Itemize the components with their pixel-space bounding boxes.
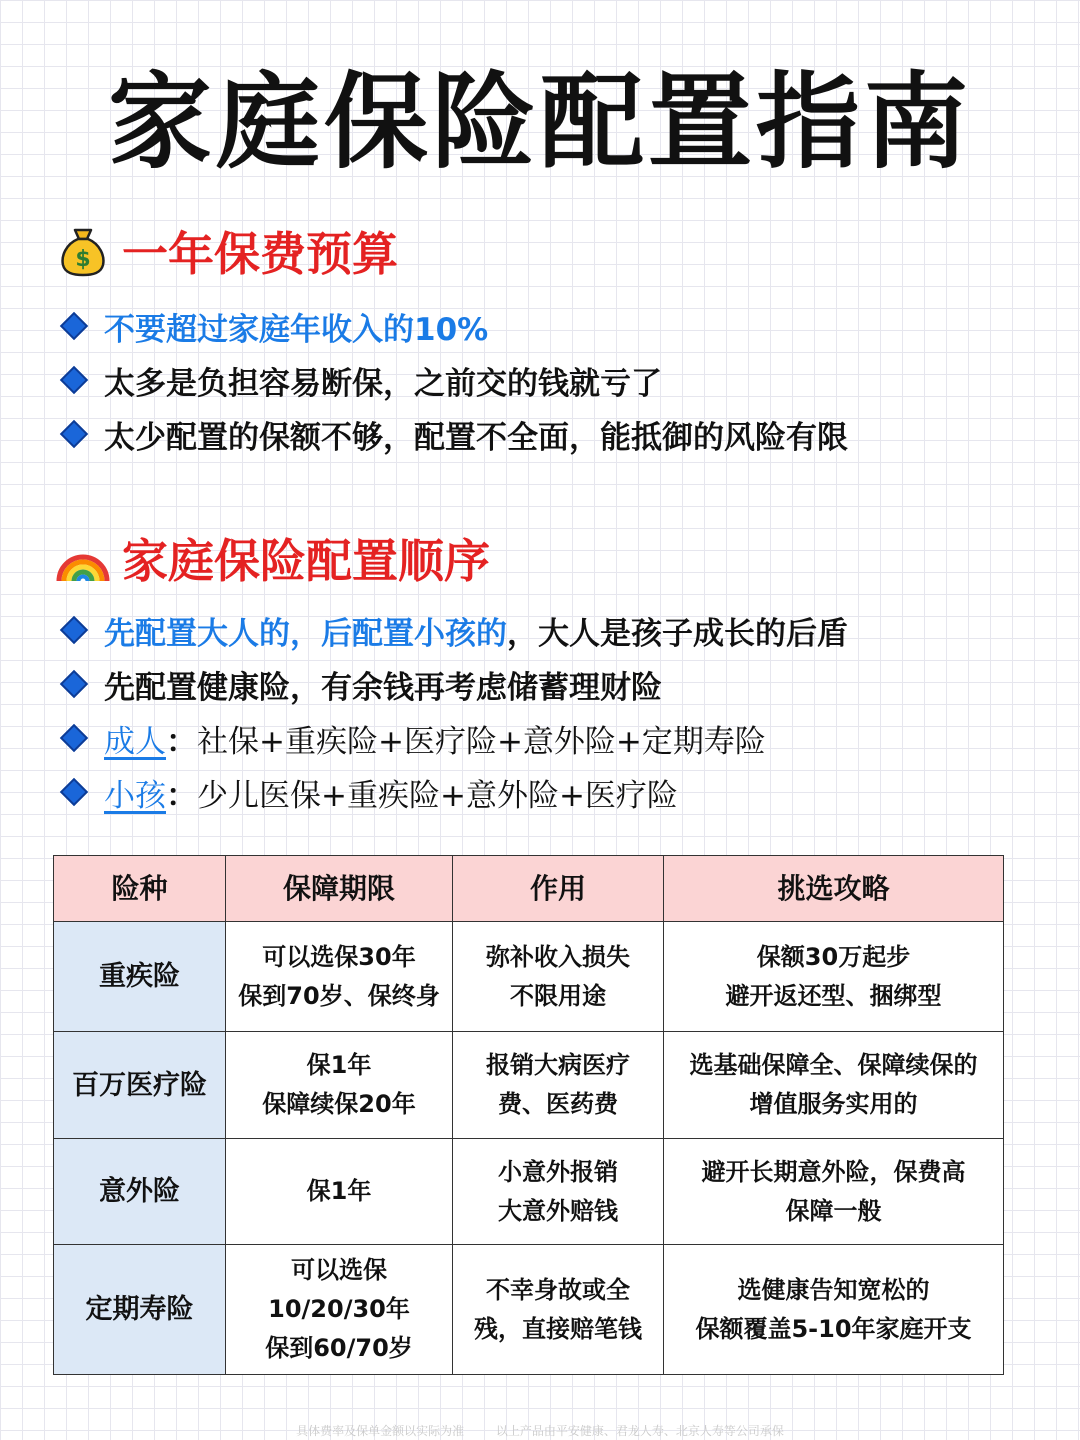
bullet-text: 先配置健康险，有余钱再考虑储蓄理财险 — [104, 669, 662, 706]
cell-line: 增值服务实用的 — [749, 1090, 918, 1118]
table-cell — [664, 922, 1004, 1032]
table-cell — [453, 1245, 664, 1375]
cell-line: 保额覆盖5-10年家庭开支 — [695, 1314, 972, 1343]
cell-line: 可以选保30年 — [262, 942, 416, 971]
diamond-bullet-icon — [60, 670, 88, 698]
order-bullet-list — [58, 603, 848, 819]
table-cell — [664, 1139, 1004, 1245]
table-row — [54, 1139, 1004, 1245]
separator: ： — [166, 723, 197, 760]
footer-note: 具体费率及保单金额以实际为准 — [296, 1424, 465, 1438]
budget-bullet-list — [58, 299, 848, 461]
row-header: 定期寿险 — [54, 1245, 226, 1375]
cell-line: 避开返还型、捆绑型 — [725, 981, 942, 1010]
insurance-guide-table — [53, 855, 1004, 1375]
money-bag-icon — [56, 224, 110, 278]
list-item — [58, 353, 848, 407]
cell-line: 保1年 — [306, 1051, 372, 1079]
cell-line: 选健康告知宽松的 — [737, 1275, 930, 1304]
cell-line: 不限用途 — [510, 981, 606, 1010]
section-budget-title: 一年保费预算 — [122, 227, 398, 281]
cell-line: 保到70岁、保终身 — [238, 981, 440, 1010]
table-row — [54, 1245, 1004, 1375]
list-item — [58, 657, 848, 711]
cell-line: 10/20/30年 — [268, 1295, 410, 1323]
list-item — [58, 407, 848, 461]
bullet-text: ，大人是孩子成长的后盾 — [507, 615, 848, 652]
list-item — [58, 765, 848, 819]
table-cell — [226, 922, 453, 1032]
bullet-highlight-text: 先配置大人的，后配置小孩的 — [104, 615, 507, 652]
diamond-bullet-icon — [60, 778, 88, 806]
row-header: 重疾险 — [54, 922, 226, 1032]
cell-line: 报销大病医疗 — [486, 1051, 630, 1079]
table-cell — [226, 1139, 453, 1245]
diamond-bullet-icon — [60, 420, 88, 448]
cell-line: 避开长期意外险，保费高 — [701, 1157, 966, 1186]
child-label: 小孩 — [104, 777, 166, 814]
cell-line: 小意外报销 — [498, 1157, 618, 1186]
list-item — [58, 603, 848, 657]
cell-line: 大意外赔钱 — [498, 1196, 618, 1225]
rainbow-icon — [56, 531, 110, 585]
list-item — [58, 299, 848, 353]
adult-label: 成人 — [104, 723, 166, 760]
column-header: 险种 — [54, 856, 226, 922]
cell-line: 可以选保 — [291, 1256, 387, 1284]
section-order-heading — [56, 525, 490, 591]
list-item — [58, 711, 848, 765]
table-cell — [664, 1245, 1004, 1375]
bullet-text: 太多是负担容易断保，之前交的钱就亏了 — [104, 365, 662, 402]
table-cell — [226, 1245, 453, 1375]
svg-text:$: $ — [75, 247, 91, 272]
cell-line: 保障续保20年 — [262, 1090, 416, 1118]
cell-line: 残，直接赔笔钱 — [474, 1314, 642, 1343]
cell-line: 费、医药费 — [498, 1090, 618, 1118]
diamond-bullet-icon — [60, 366, 88, 394]
section-order-title: 家庭保险配置顺序 — [122, 534, 490, 588]
bullet-text: 社保+重疾险+医疗险+意外险+定期寿险 — [197, 723, 766, 760]
section-budget-heading — [56, 218, 398, 284]
table-cell — [453, 1032, 664, 1139]
bullet-text: 太少配置的保额不够，配置不全面，能抵御的风险有限 — [104, 419, 848, 456]
column-header: 作用 — [453, 856, 664, 922]
table-header-row — [54, 856, 1004, 922]
row-header: 意外险 — [54, 1139, 226, 1245]
cell-line: 保到60/70岁 — [265, 1334, 413, 1362]
table-row — [54, 922, 1004, 1032]
table-cell — [664, 1032, 1004, 1139]
diamond-bullet-icon — [60, 312, 88, 340]
cell-line: 保障一般 — [785, 1196, 882, 1225]
footer-note: 以上产品由平安健康、君龙人寿、北京人寿等公司承保 — [495, 1424, 784, 1438]
cell-line: 保额30万起步 — [756, 942, 911, 971]
cell-line: 弥补收入损失 — [486, 942, 630, 971]
cell-line: 不幸身故或全 — [486, 1275, 630, 1304]
table-row — [54, 1032, 1004, 1139]
cell-line: 保1年 — [306, 1177, 372, 1205]
table-cell — [226, 1032, 453, 1139]
column-header: 保障期限 — [226, 856, 453, 922]
bullet-text: 不要超过家庭年收入的10% — [104, 311, 489, 348]
footer-disclaimer — [0, 1422, 1080, 1439]
bullet-text: 少儿医保+重疾险+意外险+医疗险 — [197, 777, 678, 814]
page-title: 家庭保险配置指南 — [107, 61, 972, 183]
separator: ： — [166, 777, 197, 814]
diamond-bullet-icon — [60, 724, 88, 752]
table-cell — [453, 922, 664, 1032]
row-header: 百万医疗险 — [54, 1032, 226, 1139]
table-cell — [453, 1139, 664, 1245]
diamond-bullet-icon — [60, 616, 88, 644]
column-header: 挑选攻略 — [664, 856, 1004, 922]
cell-line: 选基础保障全、保障续保的 — [689, 1051, 978, 1079]
